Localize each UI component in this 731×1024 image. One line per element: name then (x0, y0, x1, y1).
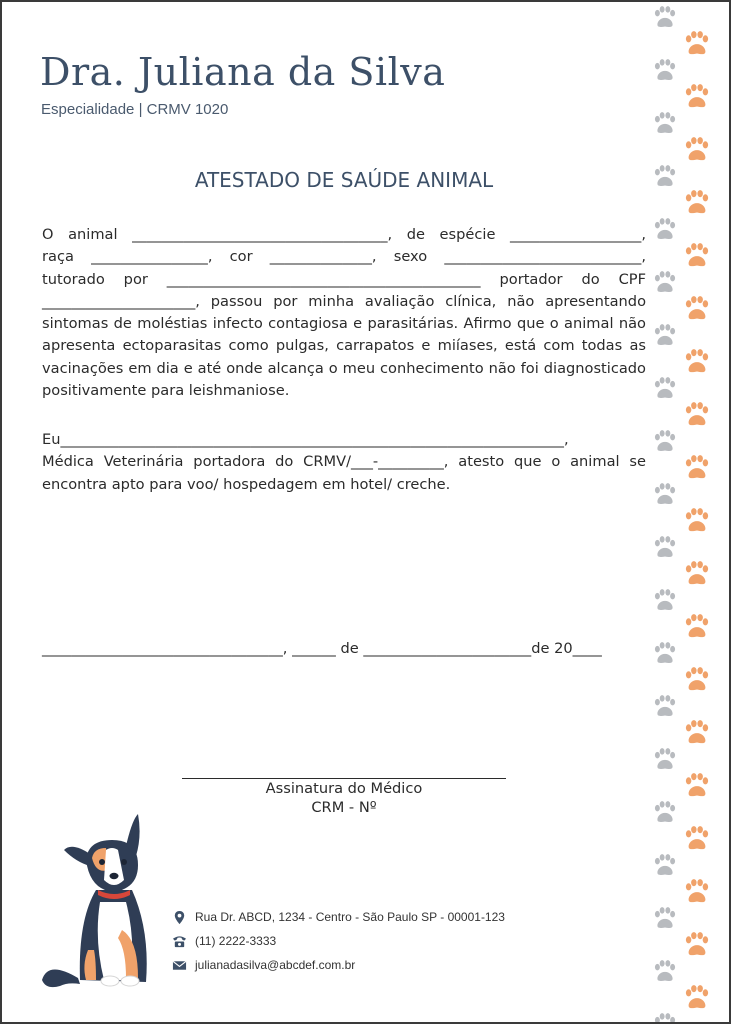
paragraph-line: O animal ___________________________________, de espécie __________________, (42, 226, 646, 243)
paw-print-icon (655, 112, 675, 133)
paw-print-icon (655, 960, 675, 981)
paw-print-icon (686, 84, 708, 107)
paw-print-icon (686, 826, 708, 849)
document-title: ATESTADO DE SAÚDE ANIMAL (194, 168, 494, 192)
paw-print-icon (655, 695, 675, 716)
paw-print-icon (655, 748, 675, 769)
paw-print-icon (686, 667, 708, 690)
location-pin-icon (172, 910, 187, 925)
paragraph-line: vacinações em dia e até onde alcança o meu conhecimento não foi diagnosticado (42, 359, 646, 377)
paragraph-line: _____________________, passou por minha avaliação clínica, não apresentando (42, 292, 646, 310)
paw-print-icon (686, 243, 708, 266)
certificate-paragraph (42, 224, 646, 402)
paw-print-icon (686, 985, 708, 1008)
paragraph-line: Médica Veterinária portadora do CRMV/___-_________, atesto que o animal se (42, 453, 646, 471)
paw-print-icon (655, 536, 675, 557)
doctor-name: Dra. Juliana da Silva (40, 50, 446, 94)
paragraph-line: sintomas de moléstias infecto contagiosa e parasitárias. Afirmo que o animal não (42, 315, 646, 333)
telephone-icon (172, 934, 187, 949)
signature-block (182, 779, 506, 817)
envelope-icon (172, 958, 187, 973)
paragraph-line: tutorado por ___________________________________________ portador do CPF (42, 270, 646, 288)
paw-print-icon (686, 190, 708, 213)
paw-print-icon (686, 773, 708, 796)
paw-print-border (649, 2, 729, 1022)
paragraph-line: raça ________________, cor ______________, sexo ___________________________, (42, 248, 646, 266)
paw-print-icon (655, 1013, 675, 1022)
paw-print-icon (686, 349, 708, 372)
contact-phone: (11) 2222-3333 (195, 934, 277, 948)
paragraph-line: encontra apto para voo/ hospedagem em hotel/ creche. (42, 475, 451, 493)
contact-email: julianadasilva@abcdef.com.br (195, 958, 356, 972)
paw-print-icon (655, 483, 675, 504)
paw-print-icon (686, 402, 708, 425)
paw-print-icon (655, 907, 675, 928)
contact-block (172, 905, 505, 977)
paw-print-icon (655, 165, 675, 186)
paw-print-icon (655, 218, 675, 239)
signature-label: Assinatura do Médico (265, 780, 423, 797)
paw-print-icon (655, 642, 675, 663)
dog-illustration (38, 810, 168, 995)
paw-print-icon (686, 508, 708, 531)
paragraph-line: Eu_____________________________________________________________________, (42, 431, 569, 448)
paw-print-icon (686, 561, 708, 584)
paw-print-icon (655, 430, 675, 451)
contact-address: Rua Dr. ABCD, 1234 - Centro - São Paulo SP - 00001-123 (195, 910, 505, 924)
paw-print-icon (686, 932, 708, 955)
contact-phone-row (172, 929, 505, 953)
paragraph-line: apresenta ectoparasitas como pulgas, carrapatos e miíases, está com todas as (42, 337, 646, 355)
paw-print-icon (655, 324, 675, 345)
paw-print-icon (686, 137, 708, 160)
paw-print-icon (655, 801, 675, 822)
paw-print-icon (655, 271, 675, 292)
paw-print-icon (655, 589, 675, 610)
paw-print-icon (655, 377, 675, 398)
date-line: _________________________________, ______ de _______________________de 20____ (42, 640, 602, 657)
contact-email-row (172, 953, 505, 977)
paw-print-icon (686, 296, 708, 319)
paw-print-icon (686, 31, 708, 54)
doctor-specialty: Especialidade | CRMV 1020 (41, 101, 229, 118)
contact-address-row (172, 905, 505, 929)
paw-print-icon (655, 854, 675, 875)
paw-print-icon (686, 720, 708, 743)
paw-print-icon (686, 614, 708, 637)
attestation-paragraph (42, 429, 646, 496)
paragraph-line: positivamente para leishmaniose. (42, 382, 290, 400)
paw-print-icon (655, 6, 675, 27)
paw-print-icon (686, 455, 708, 478)
paw-print-icon (655, 59, 675, 80)
paw-print-icon (686, 879, 708, 902)
signature-crm: CRM - Nº (311, 799, 377, 816)
